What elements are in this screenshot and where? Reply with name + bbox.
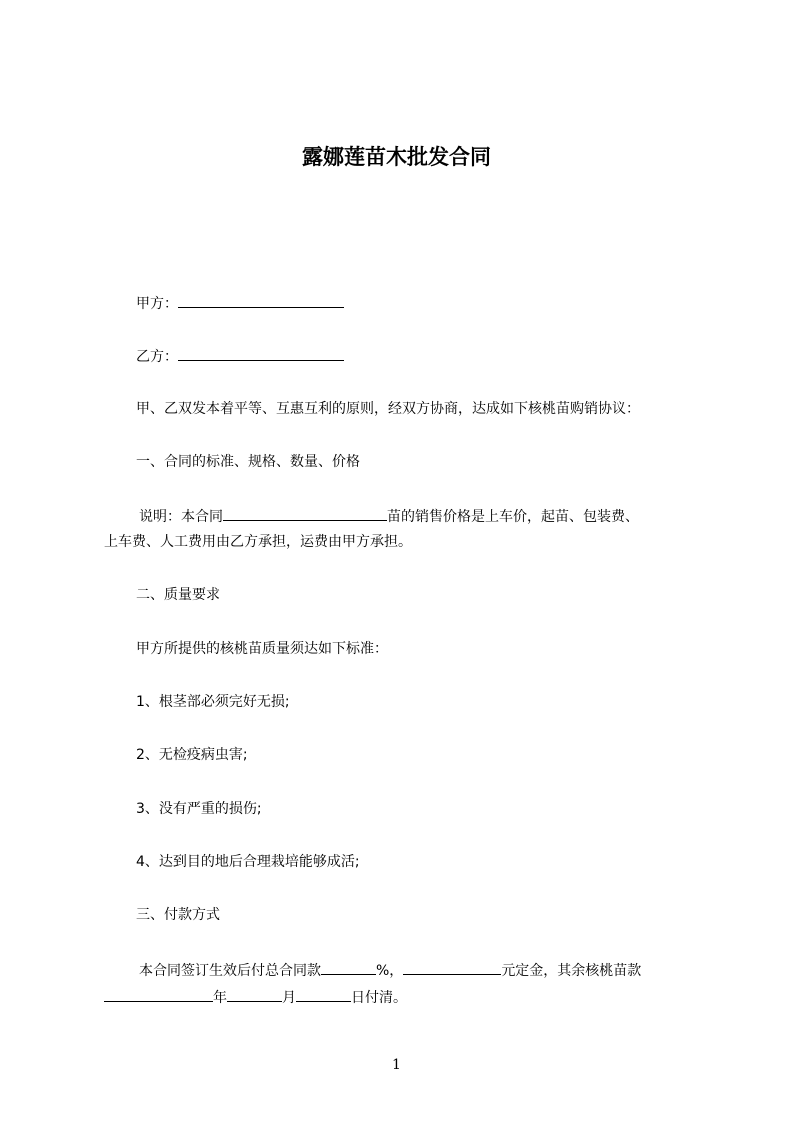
note-line-1 <box>139 505 639 527</box>
note-prefix: 说明：本合同 <box>139 509 223 525</box>
party-a-blank <box>178 292 344 308</box>
payment-percent: %， <box>376 963 404 979</box>
payment-deposit: 元定金，其余核桃苗款 <box>501 963 642 979</box>
quality-item-4: 4、达到目的地后合理栽培能够成活; <box>136 854 360 870</box>
party-a-label: 甲方： <box>136 296 178 312</box>
party-a-line <box>136 292 344 314</box>
section2-heading: 二、质量要求 <box>136 587 220 603</box>
payment-line-2 <box>104 986 704 1008</box>
party-b-line <box>136 345 344 367</box>
quality-item-1: 1、根茎部必须完好无损; <box>136 694 290 710</box>
payment-month: 月 <box>282 990 296 1006</box>
quality-intro: 甲方所提供的核桃苗质量须达如下标准： <box>136 641 388 657</box>
percent-blank <box>321 959 376 975</box>
section1-heading: 一、合同的标准、规格、数量、价格 <box>136 454 360 470</box>
deposit-blank <box>403 959 501 975</box>
intro-paragraph: 甲、乙双发本着平等、互惠互利的原则，经双方协商，达成如下核桃苗购销协议： <box>136 401 640 417</box>
document-title: 露娜莲苗木批发合同 <box>302 145 491 169</box>
year-blank <box>104 986 213 1002</box>
month-blank <box>227 986 282 1002</box>
note-suffix: 苗的销售价格是上车价，起苗、包装费、 <box>387 509 639 525</box>
note-line-2: 上车费、人工费用由乙方承担，运费由甲方承担。 <box>104 534 412 550</box>
variety-blank <box>223 505 387 521</box>
party-b-label: 乙方： <box>136 349 178 365</box>
page-number: 1 <box>392 1057 401 1073</box>
section3-heading: 三、付款方式 <box>136 907 220 923</box>
quality-item-2: 2、无检疫病虫害; <box>136 747 248 763</box>
payment-day: 日付清。 <box>351 990 407 1006</box>
quality-item-3: 3、没有严重的损伤; <box>136 801 262 817</box>
payment-year: 年 <box>213 990 227 1006</box>
party-b-blank <box>178 345 344 361</box>
payment-prefix: 本合同签订生效后付总合同款 <box>139 963 321 979</box>
payment-line-1 <box>139 959 641 981</box>
day-blank <box>296 986 351 1002</box>
